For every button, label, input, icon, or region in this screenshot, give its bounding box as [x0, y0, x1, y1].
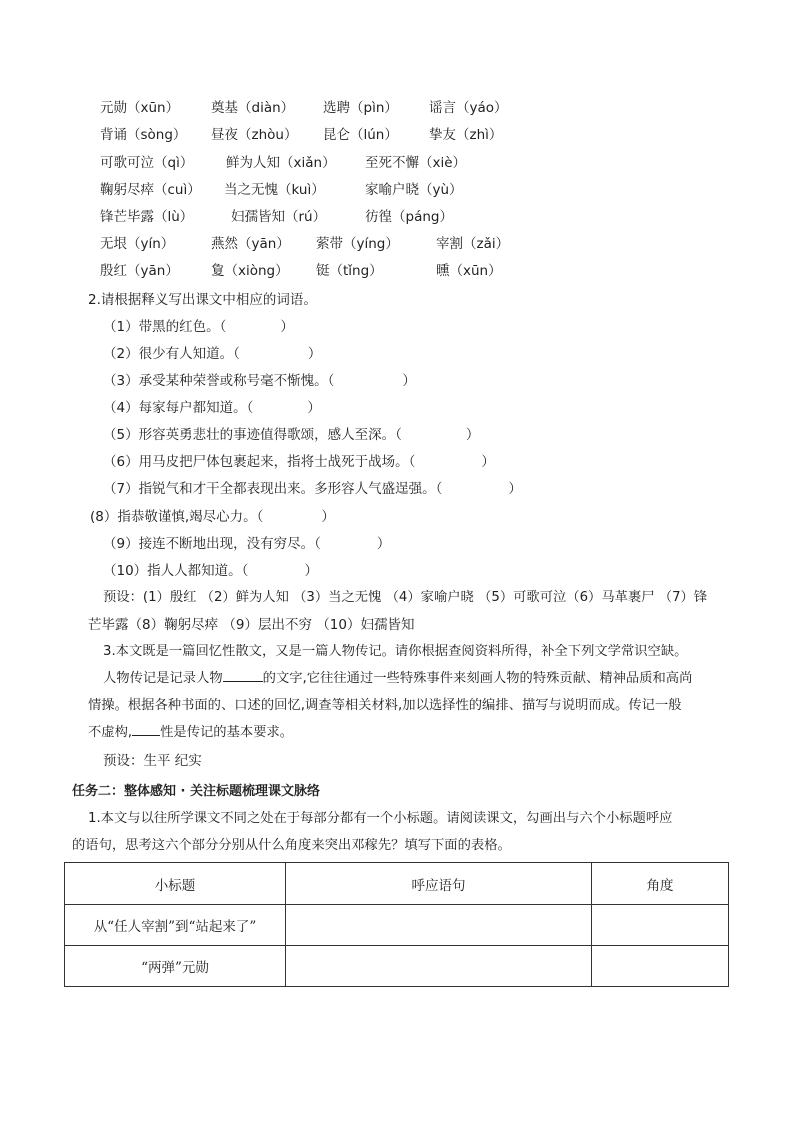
- vocab-item: 妇孺皆知（rú）: [231, 209, 327, 225]
- vocab-item: 殷红（yān）: [100, 263, 179, 279]
- definition-item: （6）用马皮把尸体包裹起来，指将士战死于战场。（ ）: [103, 454, 495, 470]
- task-2-question: 的语句，思考这六个部分分别从什么角度来突出邓稼先？填写下面的表格。: [72, 838, 511, 853]
- vocab-item: 当之无愧（kuì）: [224, 182, 325, 198]
- table-row: [65, 946, 729, 987]
- vocab-item: 铤（tǐng）: [316, 263, 383, 279]
- vocab-item: 元勋（xūn）: [100, 100, 180, 116]
- vocab-item: 曛（xūn）: [436, 263, 502, 279]
- vocab-item: 鲜为人知（xiǎn）: [226, 155, 336, 171]
- vocab-item: 燕然（yān）: [211, 236, 290, 252]
- definition-item: （9）接连不断地出现，没有穷尽。（ ）: [103, 536, 391, 552]
- definition-item: (8）指恭敬谨慎,竭尽心力。（ ）: [90, 509, 335, 525]
- paragraph-line: 不虚构, 性是传记的基本要求。: [88, 721, 293, 740]
- vocab-item: 昼夜（zhòu）: [211, 127, 298, 143]
- table-cell[interactable]: [286, 946, 592, 987]
- vocab-item: 彷徨（páng）: [365, 209, 453, 225]
- vocab-item: 鞠躬尽瘁（cuì）: [100, 182, 201, 198]
- vocab-item: 可歌可泣（qì）: [100, 155, 194, 171]
- paragraph-line: 情操。根据各种书面的、口述的回忆,调查等相关材料,加以选择性的编排、描写与说明而成。传记一般: [88, 698, 682, 713]
- question-2-title: 2.请根据释义写出课文中相应的词语。: [88, 292, 317, 308]
- table-header-row: [65, 863, 729, 905]
- paragraph-line: 人物传记是记录人物 的文字,它往往通过一些特殊事件来刻画人物的特殊贡献、精神品质和高尚: [103, 667, 692, 686]
- fill-blank[interactable]: [223, 667, 263, 682]
- task-2-question: 1.本文与以往所学课文不同之处在于每部分都有一个小标题。请阅读课文，勾画出与六个小标题呼应: [88, 811, 673, 826]
- question-3-title: 3.本文既是一篇回忆性散文，又是一篇人物传记。请你根据查阅资料所得，补全下列文学常识空缺。: [103, 644, 688, 659]
- definition-item: （10）指人人都知道。（ ）: [103, 563, 318, 579]
- vocab-item: 家喻户晓（yù）: [365, 182, 463, 198]
- vocab-item: 萦带（yíng）: [316, 236, 399, 252]
- definition-item: （5）形容英勇悲壮的事迹值得歌颂，感人至深。（ ）: [103, 427, 480, 443]
- vocab-item: 挚友（zhì）: [429, 127, 503, 143]
- answer-line: 芒毕露（8）鞠躬尽瘁 （9）层出不穷 （10）妇孺皆知: [88, 617, 415, 633]
- vocab-item: 夐（xiòng）: [211, 263, 289, 279]
- table-header-cell: 角度: [592, 863, 729, 905]
- vocab-item: 奠基（diàn）: [211, 100, 295, 116]
- table-cell: “两弹”元勋: [65, 946, 286, 987]
- vocab-item: 锋芒毕露（lù）: [100, 209, 194, 225]
- definition-item: （1）带黑的红色。（ ）: [103, 319, 294, 335]
- vocab-item: 谣言（yáo）: [429, 100, 508, 116]
- table-cell[interactable]: [286, 905, 592, 946]
- table-cell[interactable]: [592, 946, 729, 987]
- vocab-item: 昆仑（lún）: [323, 127, 398, 143]
- vocab-item: 选聘（pìn）: [323, 100, 398, 116]
- definition-item: （3）承受某种荣誉或称号毫不惭愧。（ ）: [103, 373, 416, 389]
- table-cell[interactable]: [592, 905, 729, 946]
- definition-item: （7）指锐气和才干全都表现出来。多形容人气盛逞强。（ ）: [103, 481, 522, 497]
- definition-item: （4）每家每户都知道。（ ）: [103, 400, 321, 416]
- answer-table: [64, 862, 729, 987]
- task-2-heading: 任务二：整体感知 · 关注标题梳理课文脉络: [72, 784, 320, 799]
- vocab-item: 宰割（zǎi）: [436, 236, 510, 252]
- answer-line: 预设：(1）殷红 （2）鲜为人知 （3）当之无愧 （4）家喻户晓 （5）可歌可泣（6）马革裹尸 （7）锋: [103, 590, 708, 605]
- vocab-item: 至死不懈（xiè）: [365, 155, 467, 171]
- definition-item: （2）很少有人知道。（ ）: [103, 346, 322, 362]
- table-cell: 从“任人宰割”到“站起来了”: [65, 905, 286, 946]
- table-header-cell: 小标题: [65, 863, 286, 905]
- fill-blank[interactable]: [132, 721, 160, 736]
- table-row: [65, 905, 729, 946]
- answer-line: 预设：生平 纪实: [103, 753, 202, 769]
- table-header-cell: 呼应语句: [286, 863, 592, 905]
- vocab-item: 背诵（sòng）: [100, 127, 187, 143]
- vocab-item: 无垠（yín）: [100, 236, 175, 252]
